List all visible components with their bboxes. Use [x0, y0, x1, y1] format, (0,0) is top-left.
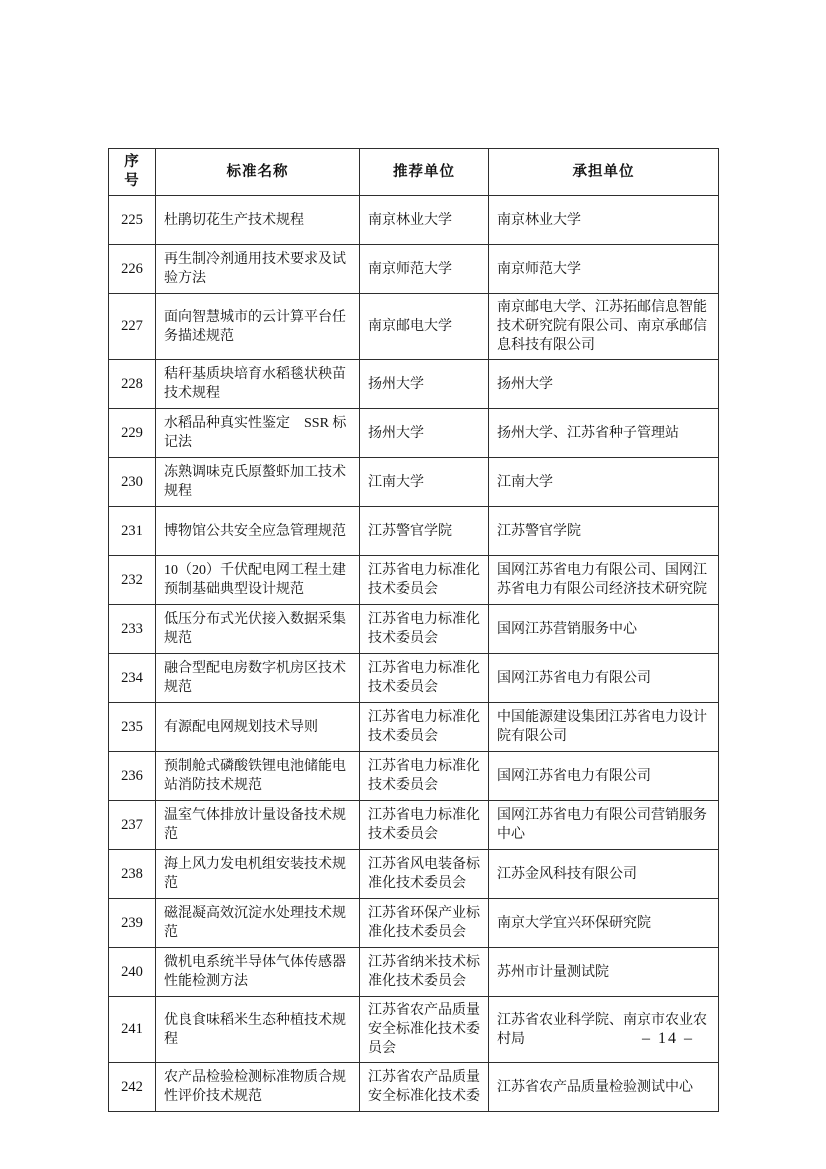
- table-row: [109, 850, 719, 899]
- undertaking-unit-cell: 南京师范大学: [489, 245, 719, 294]
- undertaking-unit-cell: 江苏省农产品质量检验测试中心: [489, 1063, 719, 1112]
- serial-number-cell: 233: [109, 605, 156, 654]
- recommending-unit-cell: 江苏省电力标准化技术委员会: [360, 703, 489, 752]
- table-body: [109, 196, 719, 1112]
- recommending-unit-cell: 南京邮电大学: [360, 294, 489, 360]
- standard-name-cell: 融合型配电房数字机房区技术规范: [156, 654, 360, 703]
- recommending-unit-cell: 江苏省农产品质量安全标准化技术委: [360, 1063, 489, 1112]
- table-row: [109, 196, 719, 245]
- standard-name-cell: 农产品检验检测标准物质合规性评价技术规范: [156, 1063, 360, 1112]
- col-header-recommending-unit: 推荐单位: [360, 149, 489, 196]
- undertaking-unit-cell: 苏州市计量测试院: [489, 948, 719, 997]
- standard-name-cell: 低压分布式光伏接入数据采集规范: [156, 605, 360, 654]
- serial-number-cell: 238: [109, 850, 156, 899]
- recommending-unit-cell: 江苏省电力标准化技术委员会: [360, 556, 489, 605]
- standard-name-cell: 优良食味稻米生态种植技术规程: [156, 997, 360, 1063]
- table-row: [109, 997, 719, 1063]
- recommending-unit-cell: 南京林业大学: [360, 196, 489, 245]
- table-row: [109, 1063, 719, 1112]
- table-row: [109, 360, 719, 409]
- recommending-unit-cell: 南京师范大学: [360, 245, 489, 294]
- serial-number-cell: 234: [109, 654, 156, 703]
- recommending-unit-cell: 江苏省电力标准化技术委员会: [360, 801, 489, 850]
- page-number: – 14 –: [642, 1030, 694, 1047]
- recommending-unit-cell: 江苏省风电装备标准化技术委员会: [360, 850, 489, 899]
- serial-number-cell: 227: [109, 294, 156, 360]
- table-row: [109, 507, 719, 556]
- table-row: [109, 948, 719, 997]
- standard-name-cell: 有源配电网规划技术导则: [156, 703, 360, 752]
- standard-name-cell: 预制舱式磷酸铁锂电池储能电站消防技术规范: [156, 752, 360, 801]
- table-row: [109, 605, 719, 654]
- undertaking-unit-cell: 江苏金风科技有限公司: [489, 850, 719, 899]
- standard-name-cell: 磁混凝高效沉淀水处理技术规范: [156, 899, 360, 948]
- table-header-row: [109, 149, 719, 196]
- recommending-unit-cell: 江苏省农产品质量安全标准化技术委员会: [360, 997, 489, 1063]
- table-row: [109, 752, 719, 801]
- serial-number-cell: 228: [109, 360, 156, 409]
- standard-name-cell: 再生制冷剂通用技术要求及试验方法: [156, 245, 360, 294]
- undertaking-unit-cell: 江苏省农业科学院、南京市农业农村局: [489, 997, 719, 1063]
- recommending-unit-cell: 江苏警官学院: [360, 507, 489, 556]
- table-row: [109, 458, 719, 507]
- standard-name-cell: 海上风力发电机组安装技术规范: [156, 850, 360, 899]
- table-row: [109, 703, 719, 752]
- serial-number-cell: 236: [109, 752, 156, 801]
- undertaking-unit-cell: 扬州大学: [489, 360, 719, 409]
- undertaking-unit-cell: 国网江苏省电力有限公司营销服务中心: [489, 801, 719, 850]
- standard-name-cell: 温室气体排放计量设备技术规范: [156, 801, 360, 850]
- standards-table: [108, 148, 719, 1112]
- recommending-unit-cell: 扬州大学: [360, 409, 489, 458]
- serial-number-cell: 229: [109, 409, 156, 458]
- table-row: [109, 409, 719, 458]
- undertaking-unit-cell: 南京邮电大学、江苏拓邮信息智能技术研究院有限公司、南京承邮信息科技有限公司: [489, 294, 719, 360]
- serial-number-cell: 225: [109, 196, 156, 245]
- serial-number-cell: 241: [109, 997, 156, 1063]
- serial-number-cell: 232: [109, 556, 156, 605]
- col-header-standard-name: 标准名称: [156, 149, 360, 196]
- col-header-undertaking-unit: 承担单位: [489, 149, 719, 196]
- serial-number-cell: 231: [109, 507, 156, 556]
- table-row: [109, 245, 719, 294]
- recommending-unit-cell: 江苏省电力标准化技术委员会: [360, 605, 489, 654]
- standard-name-cell: 水稻品种真实性鉴定 SSR 标记法: [156, 409, 360, 458]
- standard-name-cell: 博物馆公共安全应急管理规范: [156, 507, 360, 556]
- undertaking-unit-cell: 江苏警官学院: [489, 507, 719, 556]
- undertaking-unit-cell: 江南大学: [489, 458, 719, 507]
- col-header-serial-number: 序号: [109, 149, 156, 196]
- undertaking-unit-cell: 扬州大学、江苏省种子管理站: [489, 409, 719, 458]
- standard-name-cell: 秸秆基质块培育水稻毯状秧苗技术规程: [156, 360, 360, 409]
- serial-number-cell: 240: [109, 948, 156, 997]
- serial-number-cell: 242: [109, 1063, 156, 1112]
- table-row: [109, 801, 719, 850]
- recommending-unit-cell: 江苏省电力标准化技术委员会: [360, 752, 489, 801]
- recommending-unit-cell: 江苏省电力标准化技术委员会: [360, 654, 489, 703]
- standard-name-cell: 微机电系统半导体气体传感器性能检测方法: [156, 948, 360, 997]
- undertaking-unit-cell: 南京林业大学: [489, 196, 719, 245]
- standard-name-cell: 冻熟调味克氏原螯虾加工技术规程: [156, 458, 360, 507]
- standard-name-cell: 面向智慧城市的云计算平台任务描述规范: [156, 294, 360, 360]
- table-row: [109, 556, 719, 605]
- recommending-unit-cell: 江苏省环保产业标准化技术委员会: [360, 899, 489, 948]
- table-row: [109, 654, 719, 703]
- standard-name-cell: 10（20）千伏配电网工程土建预制基础典型设计规范: [156, 556, 360, 605]
- undertaking-unit-cell: 国网江苏省电力有限公司: [489, 654, 719, 703]
- undertaking-unit-cell: 中国能源建设集团江苏省电力设计院有限公司: [489, 703, 719, 752]
- recommending-unit-cell: 江南大学: [360, 458, 489, 507]
- serial-number-cell: 239: [109, 899, 156, 948]
- standard-name-cell: 杜鹃切花生产技术规程: [156, 196, 360, 245]
- undertaking-unit-cell: 国网江苏省电力有限公司: [489, 752, 719, 801]
- serial-number-cell: 230: [109, 458, 156, 507]
- undertaking-unit-cell: 国网江苏省电力有限公司、国网江苏省电力有限公司经济技术研究院: [489, 556, 719, 605]
- recommending-unit-cell: 扬州大学: [360, 360, 489, 409]
- undertaking-unit-cell: 国网江苏营销服务中心: [489, 605, 719, 654]
- serial-number-cell: 237: [109, 801, 156, 850]
- undertaking-unit-cell: 南京大学宜兴环保研究院: [489, 899, 719, 948]
- serial-number-cell: 235: [109, 703, 156, 752]
- table-row: [109, 294, 719, 360]
- table-row: [109, 899, 719, 948]
- recommending-unit-cell: 江苏省纳米技术标准化技术委员会: [360, 948, 489, 997]
- serial-number-cell: 226: [109, 245, 156, 294]
